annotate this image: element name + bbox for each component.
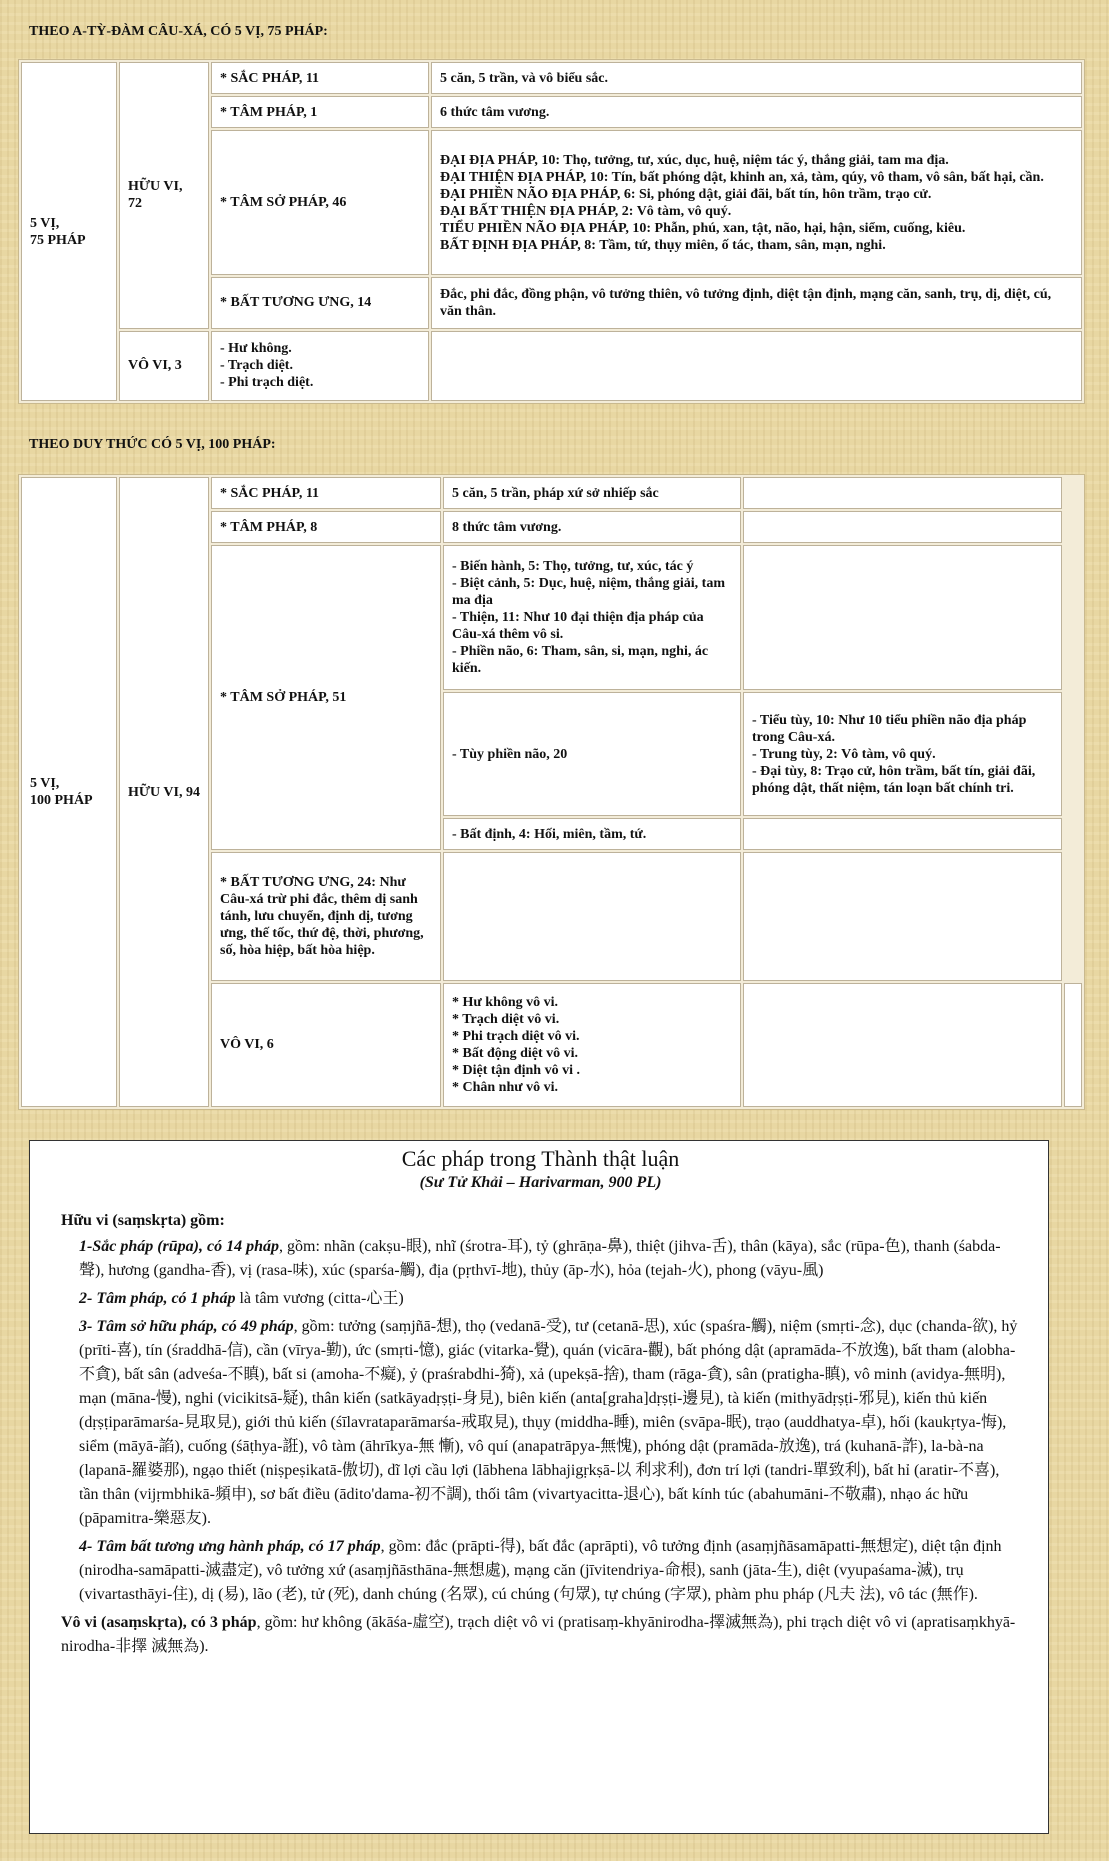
thanh-thuc-luan-box bbox=[29, 1140, 1049, 1834]
table-duy-thuc bbox=[18, 474, 1085, 1110]
vo-vi-cell: VÔ VI, 6 bbox=[211, 983, 441, 1107]
item-4-label: 4- Tâm bất tương ưng hành pháp, có 17 pháp bbox=[79, 1538, 381, 1555]
empty-cell bbox=[431, 331, 1082, 401]
sac-phap-label: * SẮC PHÁP, 11 bbox=[211, 477, 441, 509]
tam-phap-desc: 8 thức tâm vương. bbox=[443, 511, 741, 543]
item-3-label: 3- Tâm sở hữu pháp, có 49 pháp bbox=[79, 1318, 294, 1335]
empty-cell bbox=[743, 852, 1062, 980]
sac-phap-desc: 5 căn, 5 trần, pháp xứ sở nhiếp sắc bbox=[443, 477, 741, 509]
item-2 bbox=[61, 1287, 1020, 1311]
empty-cell bbox=[443, 852, 741, 980]
empty-cell bbox=[743, 477, 1062, 509]
huu-vi-cell: HỮU VI, 94 bbox=[119, 477, 209, 1107]
root-cell: 5 VỊ, 100 PHÁP bbox=[21, 477, 117, 1107]
item-3 bbox=[61, 1315, 1020, 1531]
item-3-text: , gồm: tưởng (saṃjñā-想), thọ (vedanā-受), tư (cetanā-思), xúc (spaśra-觸), niệm (smṛti-念), dục (chanda-欲), hỷ (prīti-喜), tín (śraddhā-信), cần (vīrya-勤), ức (smṛti-憶), giác (vitarka-覺), quán (vicāra-觀), bất phóng dật (apramāda-不放逸), bất tham (alobha-不貪), bất sân (adveśa-不瞋), bất si (amoha-不癡), ỷ (praśrabdhi-猗), xả (upekṣā-捨), tham (rāga-貪), sân (pratigha-瞋), vô minh (avidya-無明), mạn (māna-慢), nghi (vicikitsā-疑), thân kiến (satkāyadṛṣṭi-身見), biên kiến (anta[graha]dṛṣṭi-邊見), tà kiến (mithyādṛṣṭi-邪見), kiến thủ kiến (dṛṣṭiparāmarśa-見取見), giới thủ kiến (śīlavrataparāmarśa-戒取見), thụy (middha-睡), miên (svāpa-眠), trạo (auddhatya-卓), hối (kaukṛtya-悔), siểm (māyā-諂), cuống (śāṭhya-誑), vô tàm (āhrīkya-無 慚), vô quí (anapatrāpya-無愧), phóng dật (pramāda-放逸), trá (kuhanā-詐), la-bà-na (lapanā-羅婆那), ngạo thiết (niṣpeṣikatā-傲切), dĩ lợi cầu lợi (lābhena lābhajigṛkṣā-以 利求利), đơn trí lợi (tandri-單致利), bất hỉ (aratir-不喜), tần thân (vijṛmbhikā-頻申), sơ bất điều (ādito'dama-初不調), thối tâm (vivartyacitta-退心), bất kính túc (abahumāni-不敬肅), nhạo ác hữu (pāpamitra-樂惡友). bbox=[79, 1318, 1018, 1527]
box-title: Các pháp trong Thành thật luận bbox=[401, 1146, 680, 1171]
item-2-text: là tâm vương (citta-心王) bbox=[235, 1290, 404, 1307]
tam-so-phap-label: * TÂM SỞ PHÁP, 46 bbox=[211, 130, 429, 275]
tuy-phien-nao-desc: - Tiểu tùy, 10: Như 10 tiểu phiền não địa pháp trong Câu-xá. - Trung tùy, 2: Vô tàm, vô quý. - Đại tùy, 8: Trạo cử, hôn trầm, bất tín, giải đãi, phóng dật, thất niệm, tán loạn bất chính tri. bbox=[743, 692, 1062, 816]
empty-cell bbox=[743, 983, 1062, 1107]
empty-cell bbox=[743, 511, 1062, 543]
section2-heading: THEO DUY THỨC CÓ 5 VỊ, 100 PHÁP: bbox=[29, 437, 276, 452]
vo-vi-cell: VÔ VI, 3 bbox=[119, 331, 209, 401]
bat-tuong-ung-desc: Đắc, phi đắc, đồng phận, vô tưởng thiên, vô tưởng định, diệt tận định, mạng căn, sanh, trụ, dị, diệt, cú, văn thân. bbox=[431, 277, 1082, 329]
item-4 bbox=[61, 1535, 1020, 1607]
tuy-phien-nao-label: - Tùy phiền não, 20 bbox=[443, 692, 741, 816]
tam-so-phap-desc: - Biến hành, 5: Thọ, tưởng, tư, xúc, tác ý - Biệt cảnh, 5: Dục, huệ, niệm, thắng giải, tam ma địa - Thiện, 11: Như 10 đại thiện địa pháp của Câu-xá thêm vô si. - Phiền não, 6: Tham, sân, si, mạn, nghi, ác kiến. bbox=[443, 545, 741, 690]
tam-phap-desc: 6 thức tâm vương. bbox=[431, 96, 1082, 128]
vo-vi-paragraph bbox=[61, 1611, 1020, 1659]
item-2-label: 2- Tâm pháp, có 1 pháp bbox=[79, 1290, 236, 1307]
vo-vi-text: , gồm: hư không (ākāśa-虛空), trạch diệt vô vi (pratisaṃ-khyānirodha-擇滅無為), phi trạch diệt vô vi (apratisaṃkhyā-nirodha-非擇 滅無為). bbox=[61, 1614, 1016, 1655]
tam-so-phap-desc: ĐẠI ĐỊA PHÁP, 10: Thọ, tưởng, tư, xúc, dục, huệ, niệm tác ý, thắng giải, tam ma địa. ĐẠI THIỆN ĐỊA PHÁP, 10: Tín, bất phóng dật, khinh an, xả, tàm, qúy, vô tham, vô sân, bất hại, cần. ĐẠI PHIỀN NÃO ĐỊA PHÁP, 6: Si, phóng dật, giải đãi, bất tín, hôn trầm, trạo cử. ĐẠI BẤT THIỆN ĐỊA PHÁP, 2: Vô tàm, vô quý. TIỂU PHIỀN NÃO ĐỊA PHÁP, 10: Phẫn, phú, xan, tật, não, hại, hận, siểm, cuống, kiêu. BẤT ĐỊNH ĐỊA PHÁP, 8: Tầm, tứ, thụy miên, ố tác, tham, sân, mạn, nghi. bbox=[431, 130, 1082, 275]
bat-dinh-cell: - Bất định, 4: Hối, miên, tầm, tứ. bbox=[443, 818, 741, 850]
root-cell: 5 VỊ, 75 PHÁP bbox=[21, 62, 117, 401]
empty-cell bbox=[1064, 983, 1082, 1107]
tam-so-phap-label: * TÂM SỞ PHÁP, 51 bbox=[211, 545, 441, 850]
bat-tuong-ung-label: * BẤT TƯƠNG ƯNG, 14 bbox=[211, 277, 429, 329]
item-1 bbox=[61, 1235, 1020, 1283]
table-abhidharmakosa bbox=[18, 59, 1085, 404]
huu-vi-cell: HỮU VI, 72 bbox=[119, 62, 209, 329]
box-subtitle: (Sư Tử Khải – Harivarman, 900 PL) bbox=[419, 1174, 662, 1191]
huu-vi-heading: Hữu vi (saṃskṛta) gồm: bbox=[61, 1212, 225, 1229]
tam-phap-label: * TÂM PHÁP, 8 bbox=[211, 511, 441, 543]
item-1-label: 1-Sắc pháp (rūpa), có 14 pháp bbox=[79, 1238, 280, 1255]
sac-phap-desc: 5 căn, 5 trần, và vô biểu sắc. bbox=[431, 62, 1082, 94]
empty-cell bbox=[743, 545, 1062, 690]
tam-phap-label: * TÂM PHÁP, 1 bbox=[211, 96, 429, 128]
empty-cell bbox=[743, 818, 1062, 850]
vo-vi-desc: - Hư không. - Trạch diệt. - Phi trạch diệt. bbox=[211, 331, 429, 401]
vo-vi-desc: * Hư không vô vi. * Trạch diệt vô vi. * Phi trạch diệt vô vi. * Bất động diệt vô vi. * Diệt tận định vô vi . * Chân như vô vi. bbox=[443, 983, 741, 1107]
bat-tuong-ung-label: * BẤT TƯƠNG ƯNG, 24: Như Câu-xá trừ phi đắc, thêm dị sanh tánh, lưu chuyển, định dị, tương ưng, thế tốc, thứ đệ, thời, phương, số, hòa hiệp, bất hòa hiệp. bbox=[211, 852, 441, 980]
section1-heading: THEO A-TỲ-ĐÀM CÂU-XÁ, CÓ 5 VỊ, 75 PHÁP: bbox=[29, 24, 328, 39]
item-1-text: , gồm: nhãn (cakṣu-眼), nhĩ (śrotra-耳), tỷ (ghrāṇa-鼻), thiệt (jihva-舌), thân (kāya), sắc (rūpa-色), thanh (śabda-聲), hương (gandha-香), vị (rasa-味), xúc (sparśa-觸), địa (pṛthvī-地), thủy (āp-水), hỏa (tejah-火), phong (vāyu-風) bbox=[79, 1238, 1001, 1279]
vo-vi-label: Vô vi (asaṃskṛta), có 3 pháp bbox=[61, 1614, 257, 1631]
item-4-text: , gồm: đắc (prāpti-得), bất đắc (aprāpti), vô tưởng định (asaṃjñāsamāpatti-無想定), diệt tận định (nirodha-samāpatti-滅盡定), vô tưởng xứ (asaṃjñāsthāna-無想處), mạng căn (jīvitendriya-命根), sanh (jāta-生), diệt (vyupaśama-滅), trụ (vivartasthāyi-住), dị (易), lão (老), tử (死), danh chúng (名眾), cú chúng (句眾), tự chúng (字眾), phàm phu pháp (凡夫 法), vô tác (無作). bbox=[79, 1538, 1002, 1603]
sac-phap-label: * SẮC PHÁP, 11 bbox=[211, 62, 429, 94]
